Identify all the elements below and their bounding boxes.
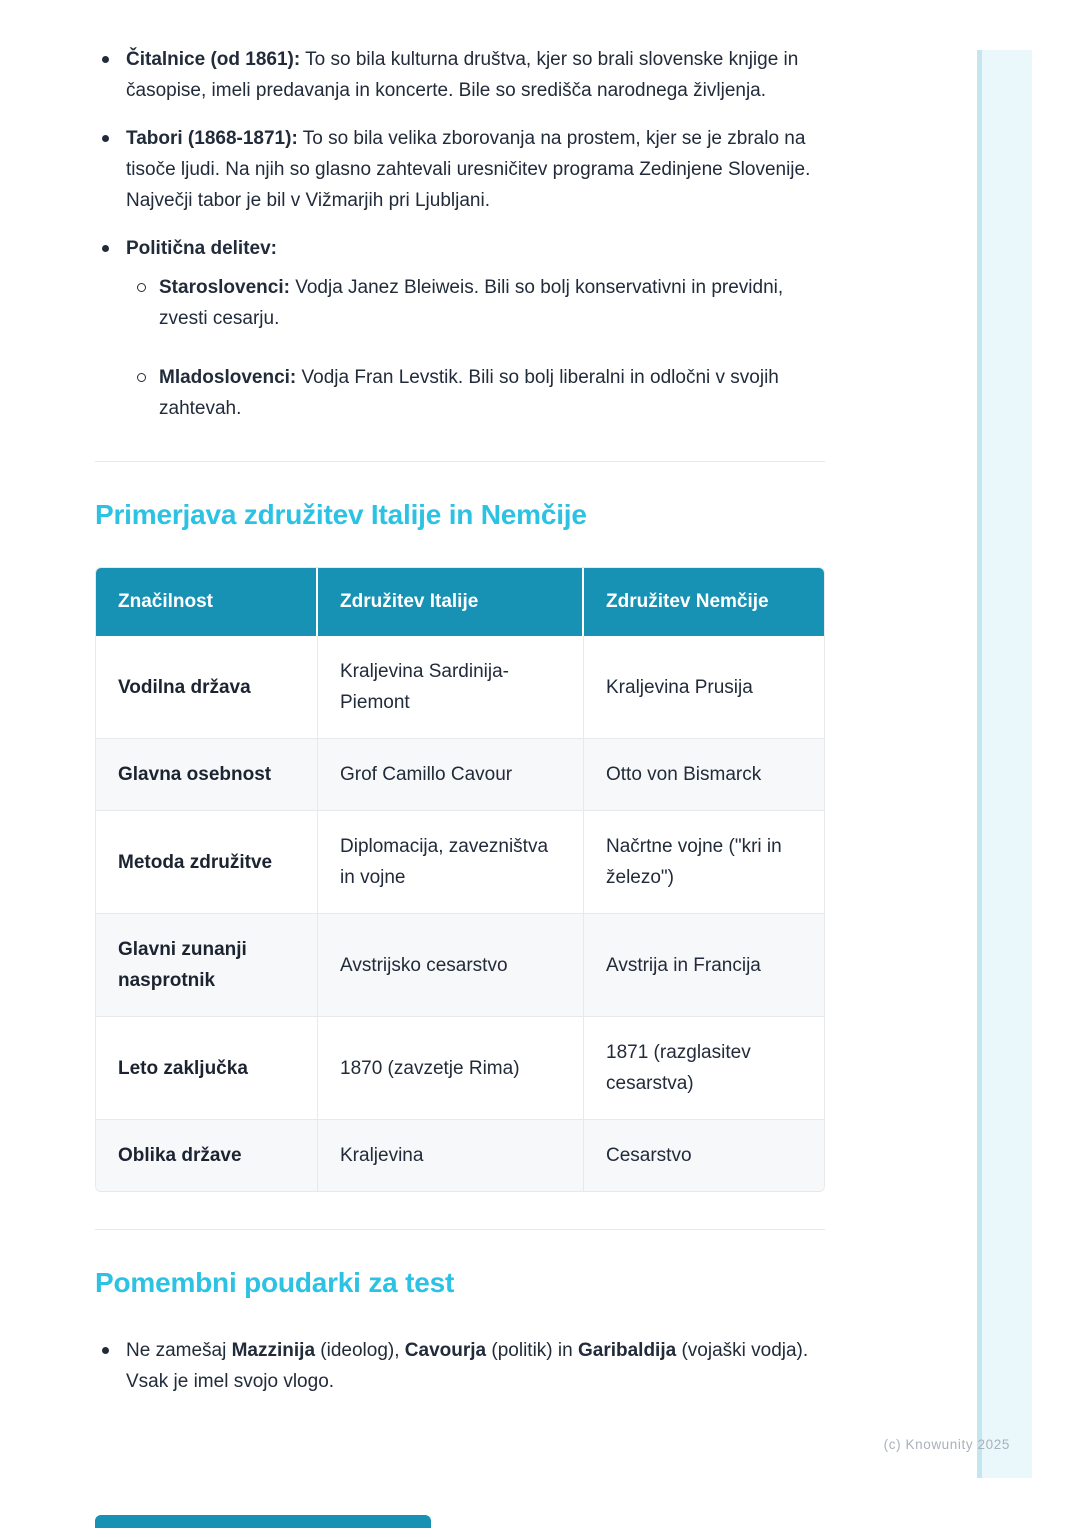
bullet-bold-lead: Mladoslovenci:	[159, 367, 297, 388]
table-header-row	[96, 568, 825, 636]
table-cell: 1870 (zavzetje Rima)	[318, 1017, 584, 1120]
list-item	[96, 362, 825, 424]
bullet-body: Vodja Janez Bleiweis. Bili so bolj konservativni in previdni, zvesti cesarju.	[159, 277, 784, 329]
highlight-text: (ideolog),	[315, 1340, 405, 1361]
bullet-body: Vodja Fran Levstik. Bili so bolj liberalni in odločni v svojih zahtevah.	[159, 367, 779, 419]
table-cell: Kraljevina	[318, 1120, 584, 1191]
table-row	[96, 739, 825, 811]
bullet-dot-icon	[102, 135, 109, 142]
table-cell: Diplomacija, zavezništva in vojne	[318, 811, 584, 914]
next-table-header-partial	[95, 1515, 431, 1528]
bullet-circle-icon	[137, 283, 146, 292]
list-item	[95, 44, 825, 106]
table-cell: Avstrija in Francija	[584, 914, 825, 1017]
section-heading-comparison: Primerjava združitev Italije in Nemčije	[95, 499, 587, 530]
table-cell: Grof Camillo Cavour	[318, 739, 584, 811]
table-cell: Kraljevina Sardinija-Piemont	[318, 636, 584, 739]
highlight-bold: Mazzinija	[231, 1340, 316, 1361]
bullet-body: To so bila kulturna društva, kjer so brali slovenske knjige in časopise, imeli predavanja in koncerte. Bile so središča narodnega življenja.	[126, 49, 799, 101]
bullet-dot-icon	[102, 56, 109, 63]
table-cell: Avstrijsko cesarstvo	[318, 914, 584, 1017]
highlight-text: (vojaški vodja). Vsak je imel svojo vlogo.	[126, 1340, 809, 1392]
row-header-cell: Leto zaključka	[96, 1017, 318, 1120]
table-row	[96, 811, 825, 914]
copyright-note: (c) Knowunity 2025	[883, 1437, 1010, 1452]
bullet-bold-lead: Staroslovenci:	[159, 277, 290, 298]
highlight-bullet-text	[126, 1335, 825, 1397]
column-header: Značilnost	[96, 568, 318, 636]
column-header: Združitev Italije	[318, 568, 584, 636]
column-header: Združitev Nemčije	[584, 568, 825, 636]
bullet-dot-icon	[102, 245, 109, 252]
bullet-text	[159, 272, 825, 334]
bullet-text	[126, 233, 825, 424]
bullet-dot-icon	[102, 1347, 109, 1354]
highlight-bullet-list	[95, 1335, 825, 1397]
side-strip	[977, 50, 1032, 1478]
comparison-table-wrap	[95, 567, 825, 1192]
highlight-bold: Cavourja	[404, 1340, 487, 1361]
bullet-bold-lead: Politična delitev:	[126, 238, 277, 259]
bullet-text	[126, 233, 825, 264]
bullet-bold-lead: Čitalnice (od 1861):	[126, 49, 301, 70]
highlight-text: Ne zamešaj	[126, 1340, 232, 1361]
sub-bullet-list	[96, 272, 825, 424]
table-cell: 1871 (razglasitev cesarstva)	[584, 1017, 825, 1120]
list-item	[95, 1335, 825, 1397]
content-column	[95, 44, 825, 1397]
row-header-cell: Glavna osebnost	[96, 739, 318, 811]
bullet-bold-lead: Tabori (1868-1871):	[126, 128, 298, 149]
list-item	[95, 123, 825, 216]
row-header-cell: Glavni zunanji nasprotnik	[96, 914, 318, 1017]
bullet-body: To so bila velika zborovanja na prostem, kjer se je zbralo na tisoče ljudi. Na njih so glasno zahtevali uresničitev programa Zedinjene Slovenije. Največji tabor je bil v Vižmarjih pri Ljubljani.	[126, 128, 811, 211]
table-cell: Otto von Bismarck	[584, 739, 825, 811]
highlight-text: (politik) in	[486, 1340, 578, 1361]
highlight-bold: Garibaldija	[577, 1340, 677, 1361]
table-cell: Cesarstvo	[584, 1120, 825, 1191]
section-divider	[95, 1229, 825, 1230]
list-item	[95, 233, 825, 424]
table-cell: Kraljevina Prusija	[584, 636, 825, 739]
table-row	[96, 1017, 825, 1120]
table-row	[96, 1120, 825, 1191]
row-header-cell: Vodilna država	[96, 636, 318, 739]
bullet-text	[159, 362, 825, 424]
bullet-list	[95, 44, 825, 424]
section-heading-highlights: Pomembni poudarki za test	[95, 1267, 455, 1298]
bullet-text	[126, 123, 825, 216]
section-divider	[95, 461, 825, 462]
table-row	[96, 636, 825, 739]
list-item	[96, 272, 825, 334]
bullet-circle-icon	[137, 373, 146, 382]
table-cell: Načrtne vojne ("kri in železo")	[584, 811, 825, 914]
bullet-text	[126, 44, 825, 106]
table-row	[96, 914, 825, 1017]
row-header-cell: Metoda združitve	[96, 811, 318, 914]
row-header-cell: Oblika države	[96, 1120, 318, 1191]
comparison-table	[96, 568, 825, 1191]
